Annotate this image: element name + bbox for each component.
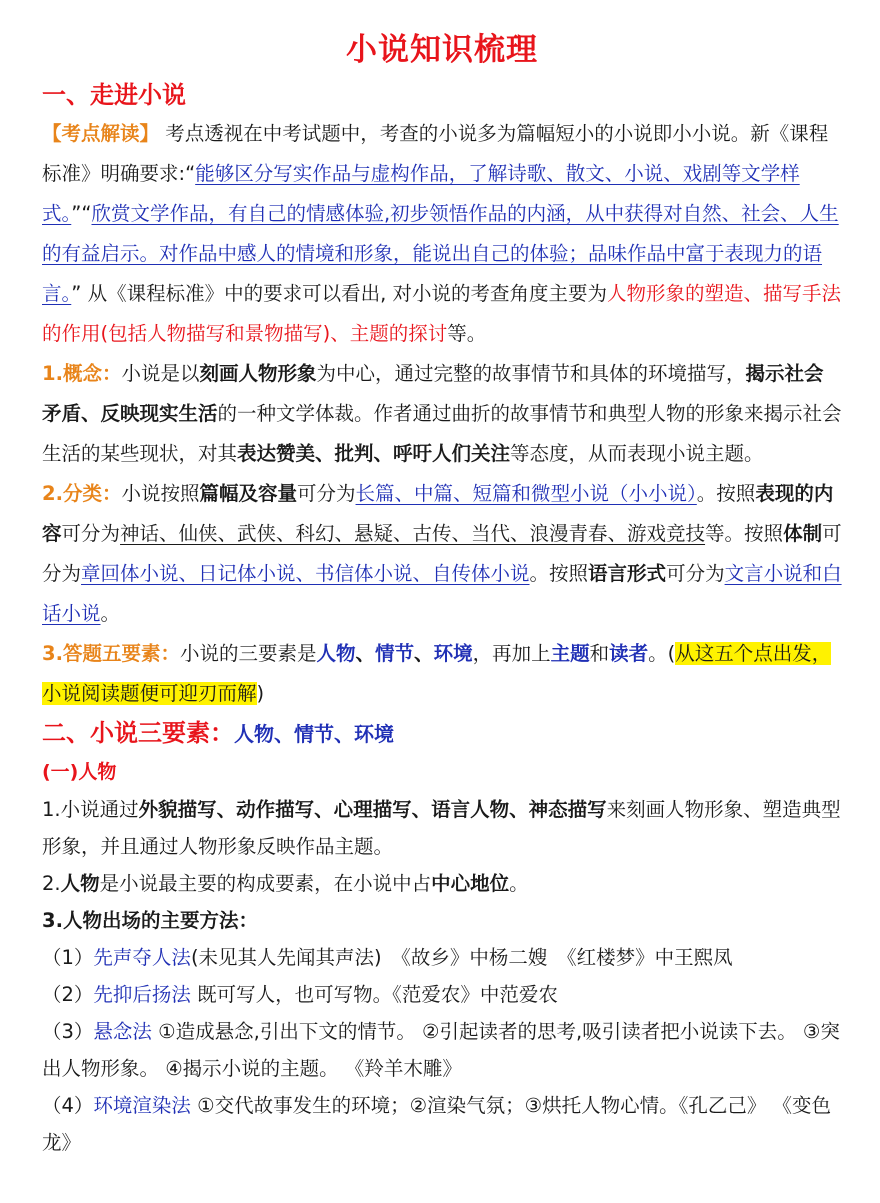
renwu-p1 bbox=[42, 791, 842, 865]
text: 。按照 bbox=[529, 562, 589, 585]
underlined-text: 文言小说和白话小说 bbox=[42, 562, 842, 625]
text: 和 bbox=[589, 642, 610, 665]
text: ) bbox=[256, 682, 265, 705]
method-item bbox=[42, 939, 842, 976]
method-number: （4） bbox=[42, 1094, 94, 1117]
method-item bbox=[42, 1087, 842, 1161]
gainian-tag: 1.概念： bbox=[42, 362, 122, 385]
text: ” 从《课程标准》中的要求可以看出, 对小说的考查角度主要为 bbox=[71, 282, 607, 305]
section-1-heading: 一、走进小说 bbox=[42, 81, 186, 109]
text: 。( bbox=[648, 642, 676, 665]
method-name: 环境渲染法 bbox=[93, 1094, 191, 1117]
bold-blue-text: 人物 bbox=[316, 642, 356, 665]
bold-text: 人物 bbox=[60, 872, 100, 895]
kaodian-tag: 【考点解读】 bbox=[42, 122, 160, 145]
bold-text: 揭示社会矛盾、反映现实生活 bbox=[42, 362, 824, 425]
renwu-p3: 3.人物出场的主要方法： bbox=[42, 909, 258, 932]
method-name: 先声夺人法 bbox=[93, 946, 191, 969]
method-desc: (未见其人先闻其声法) 《故乡》中杨二嫂 《红楼梦》中王熙凤 bbox=[190, 946, 733, 969]
method-number: （1） bbox=[42, 946, 94, 969]
section-2-heading-text: 二、小说三要素： bbox=[42, 719, 234, 747]
text: 。按照 bbox=[696, 482, 756, 505]
renwu-p2 bbox=[42, 865, 842, 902]
text: 、 bbox=[414, 642, 434, 665]
text: 等态度，从而表现小说主题。 bbox=[510, 442, 764, 465]
underlined-text: 长篇、中篇、短篇和微型小说（小小说） bbox=[355, 482, 697, 505]
text: 小说是以 bbox=[121, 362, 200, 385]
text: 等。 bbox=[447, 322, 487, 345]
text: ，再加上 bbox=[472, 642, 551, 665]
method-number: （3） bbox=[42, 1020, 94, 1043]
bold-text: 篇幅及容量 bbox=[199, 482, 298, 505]
method-name: 悬念法 bbox=[93, 1020, 152, 1043]
highlighted-text: 从这五个点出发，小说阅读题便可迎刃而解 bbox=[42, 642, 832, 705]
method-desc: 既可写人，也可写物。《范爱农》中范爱农 bbox=[190, 983, 558, 1006]
bold-blue-text: 环境 bbox=[433, 642, 473, 665]
red-highlight-text: 人物形象的塑造、描写手法的作用(包括人物描写和景物描写)、主题的探讨 bbox=[42, 282, 841, 345]
page-title: 小说知识梳理 bbox=[346, 32, 538, 68]
bold-text: 语言形式 bbox=[588, 562, 667, 585]
subsection-renwu: (一)人物 bbox=[42, 761, 117, 783]
text: 、 bbox=[355, 642, 376, 665]
text: 可分为 bbox=[42, 522, 842, 585]
underlined-quote: 欣赏文学作品，有自己的情感体验,初步领悟作品的内涵，从中获得对自然、社会、人生的有益启示。对作品中感人的情境和形象，能说出自己的体验；品味作品中富于表现力的语言。 bbox=[42, 202, 839, 305]
text: 等。按照 bbox=[705, 522, 784, 545]
wuyaosu-paragraph bbox=[42, 634, 842, 714]
section-2-heading bbox=[42, 714, 842, 753]
underlined-text: 神话、仙侠、武侠、科幻、悬疑、古传、当代、浪漫青春、游戏竞技 bbox=[120, 522, 706, 545]
bold-blue-text: 主题 bbox=[550, 642, 590, 665]
text: 为中心，通过完整的故事情节和具体的环境描写， bbox=[316, 362, 746, 385]
bold-blue-text: 读者 bbox=[609, 642, 649, 665]
text: 1.小说通过 bbox=[42, 798, 139, 821]
bold-text: 表现的内容 bbox=[42, 482, 834, 545]
text: 。 bbox=[100, 602, 121, 625]
bold-text: 中心地位 bbox=[431, 872, 510, 895]
bold-text: 刻画人物形象 bbox=[199, 362, 317, 385]
text: 是小说最主要的构成要素，在小说中占 bbox=[99, 872, 432, 895]
kaodian-paragraph bbox=[42, 114, 842, 354]
fenlei-tag: 2.分类： bbox=[42, 482, 122, 505]
text: 2. bbox=[42, 872, 61, 895]
text: 考点透视在中考试题中，考查的小说多为篇幅短小的小说即小小说。新《课程标准》明确要求:“ bbox=[42, 122, 829, 185]
fenlei-paragraph bbox=[42, 474, 842, 634]
bold-text: 表达赞美、批判、呼吁人们关注 bbox=[237, 442, 511, 465]
text: 可分为 bbox=[666, 562, 725, 585]
gainian-paragraph bbox=[42, 354, 842, 474]
method-desc: ①造成悬念,引出下文的情节。 ②引起读者的思考,吸引读者把小说读下去。 ③突出人物形象。 ④揭示小说的主题。 《羚羊木雕》 bbox=[42, 1020, 840, 1080]
text: 。 bbox=[509, 872, 529, 895]
wuyaosu-tag: 3.答题五要素： bbox=[42, 642, 180, 665]
section-2-heading-blue: 人物、情节、环境 bbox=[234, 722, 394, 746]
method-number: （2） bbox=[42, 983, 94, 1006]
method-desc: ①交代故事发生的环境；②渲染气氛；③烘托人物心情。《孔乙己》 《变色龙》 bbox=[42, 1094, 832, 1154]
text: ”“ bbox=[71, 202, 92, 225]
text: 可分为 bbox=[297, 482, 356, 505]
bold-blue-text: 情节 bbox=[375, 642, 415, 665]
text: 小说的三要素是 bbox=[179, 642, 317, 665]
underlined-text: 章回体小说、日记体小说、书信体小说、自传体小说 bbox=[81, 562, 530, 585]
text: 来刻画人物形象、塑造典型形象，并且通过人物形象反映作品主题。 bbox=[42, 798, 841, 858]
text: 小说按照 bbox=[121, 482, 200, 505]
method-item bbox=[42, 976, 842, 1013]
text: 的一种文学体裁。作者通过曲折的故事情节和典型人物的形象来揭示社会生活的某些现状，对其 bbox=[42, 402, 842, 465]
method-name: 先抑后扬法 bbox=[93, 983, 191, 1006]
bold-text: 体制 bbox=[783, 522, 823, 545]
bold-text: 外貌描写、动作描写、心理描写、语言人物、神态描写 bbox=[138, 798, 607, 821]
text: 可分为 bbox=[61, 522, 121, 545]
underlined-quote: 能够区分写实作品与虚构作品，了解诗歌、散文、小说、戏剧等文学样式。 bbox=[42, 162, 800, 225]
method-item bbox=[42, 1013, 842, 1087]
